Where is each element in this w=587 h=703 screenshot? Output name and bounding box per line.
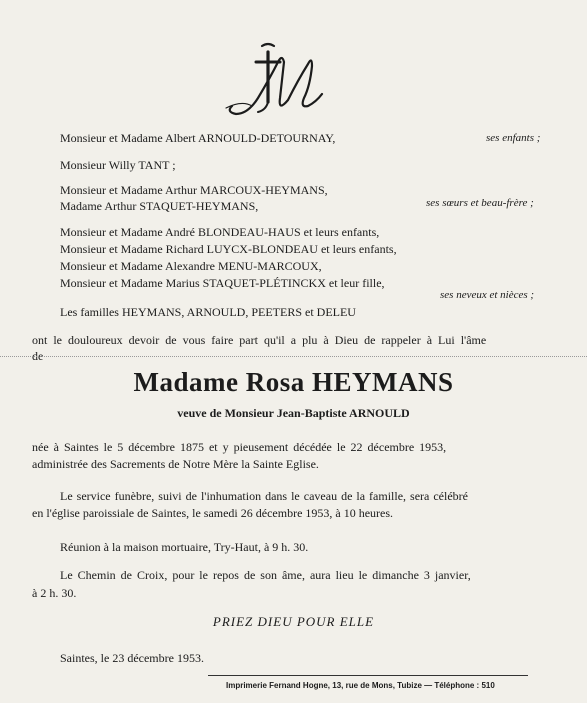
- announcement-line-2: de: [32, 349, 44, 363]
- cross-monogram-icon: [222, 40, 332, 118]
- deceased-widow-of: veuve de Monsieur Jean-Baptiste ARNOULD: [177, 406, 410, 420]
- service-church-line: en l'église paroissiale de Saintes, le samedi 26 décembre 1953, à 10 heures.: [32, 506, 394, 520]
- relation-children: ses enfants ;: [486, 132, 541, 144]
- sacraments-line: administrée des Sacrements de Notre Mère la Sainte Eglise.: [32, 457, 319, 471]
- family-line-arnould-detournay: Monsieur et Madame Albert ARNOULD-DETOURNAY,: [60, 131, 336, 145]
- service-line: Le service funèbre, suivi de l'inhumation dans le caveau de la famille, sera célébré: [60, 489, 468, 503]
- family-line-marcoux-heymans: Monsieur et Madame Arthur MARCOUX-HEYMANS,: [60, 183, 328, 197]
- family-line-blondeau-haus: Monsieur et Madame André BLONDEAU-HAUS et leurs enfants,: [60, 225, 380, 239]
- meeting-line: Réunion à la maison mortuaire, Try-Haut, à 9 h. 30.: [60, 540, 309, 554]
- deceased-name: Madame Rosa HEYMANS: [133, 367, 454, 397]
- relation-nephews: ses neveux et nièces ;: [440, 289, 535, 301]
- family-line-staquet-pletinckx: Monsieur et Madame Marius STAQUET-PLÉTINCKX et leur fille,: [60, 276, 385, 290]
- footer-rule: [208, 675, 528, 676]
- family-line-families: Les familles HEYMANS, ARNOULD, PEETERS et DELEU: [60, 305, 356, 319]
- birth-line: née à Saintes le 5 décembre 1875 et y pieusement décédée le 22 décembre 1953,: [32, 440, 447, 454]
- date-place: Saintes, le 23 décembre 1953.: [60, 651, 204, 665]
- chemin-time-line: à 2 h. 30.: [32, 586, 77, 600]
- dotted-divider: [0, 356, 587, 357]
- family-line-tant: Monsieur Willy TANT ;: [60, 158, 176, 172]
- prayer-heading: PRIEZ DIEU POUR ELLE: [212, 614, 375, 629]
- chemin-line: Le Chemin de Croix, pour le repos de son âme, aura lieu le dimanche 3 janvier,: [60, 568, 471, 582]
- printer-credit: Imprimerie Fernand Hogne, 13, rue de Mons, Tubize — Téléphone : 510: [226, 681, 495, 690]
- family-line-menu-marcoux: Monsieur et Madame Alexandre MENU-MARCOUX,: [60, 259, 322, 273]
- family-line-staquet-heymans: Madame Arthur STAQUET-HEYMANS,: [60, 199, 259, 213]
- announcement-line: ont le douloureux devoir de vous faire part qu'il a plu à Dieu de rappeler à Lui l'âme: [32, 333, 487, 347]
- family-line-luycx-blondeau: Monsieur et Madame Richard LUYCX-BLONDEAU et leurs enfants,: [60, 242, 397, 256]
- relation-sisters: ses sœurs et beau-frère ;: [426, 197, 534, 209]
